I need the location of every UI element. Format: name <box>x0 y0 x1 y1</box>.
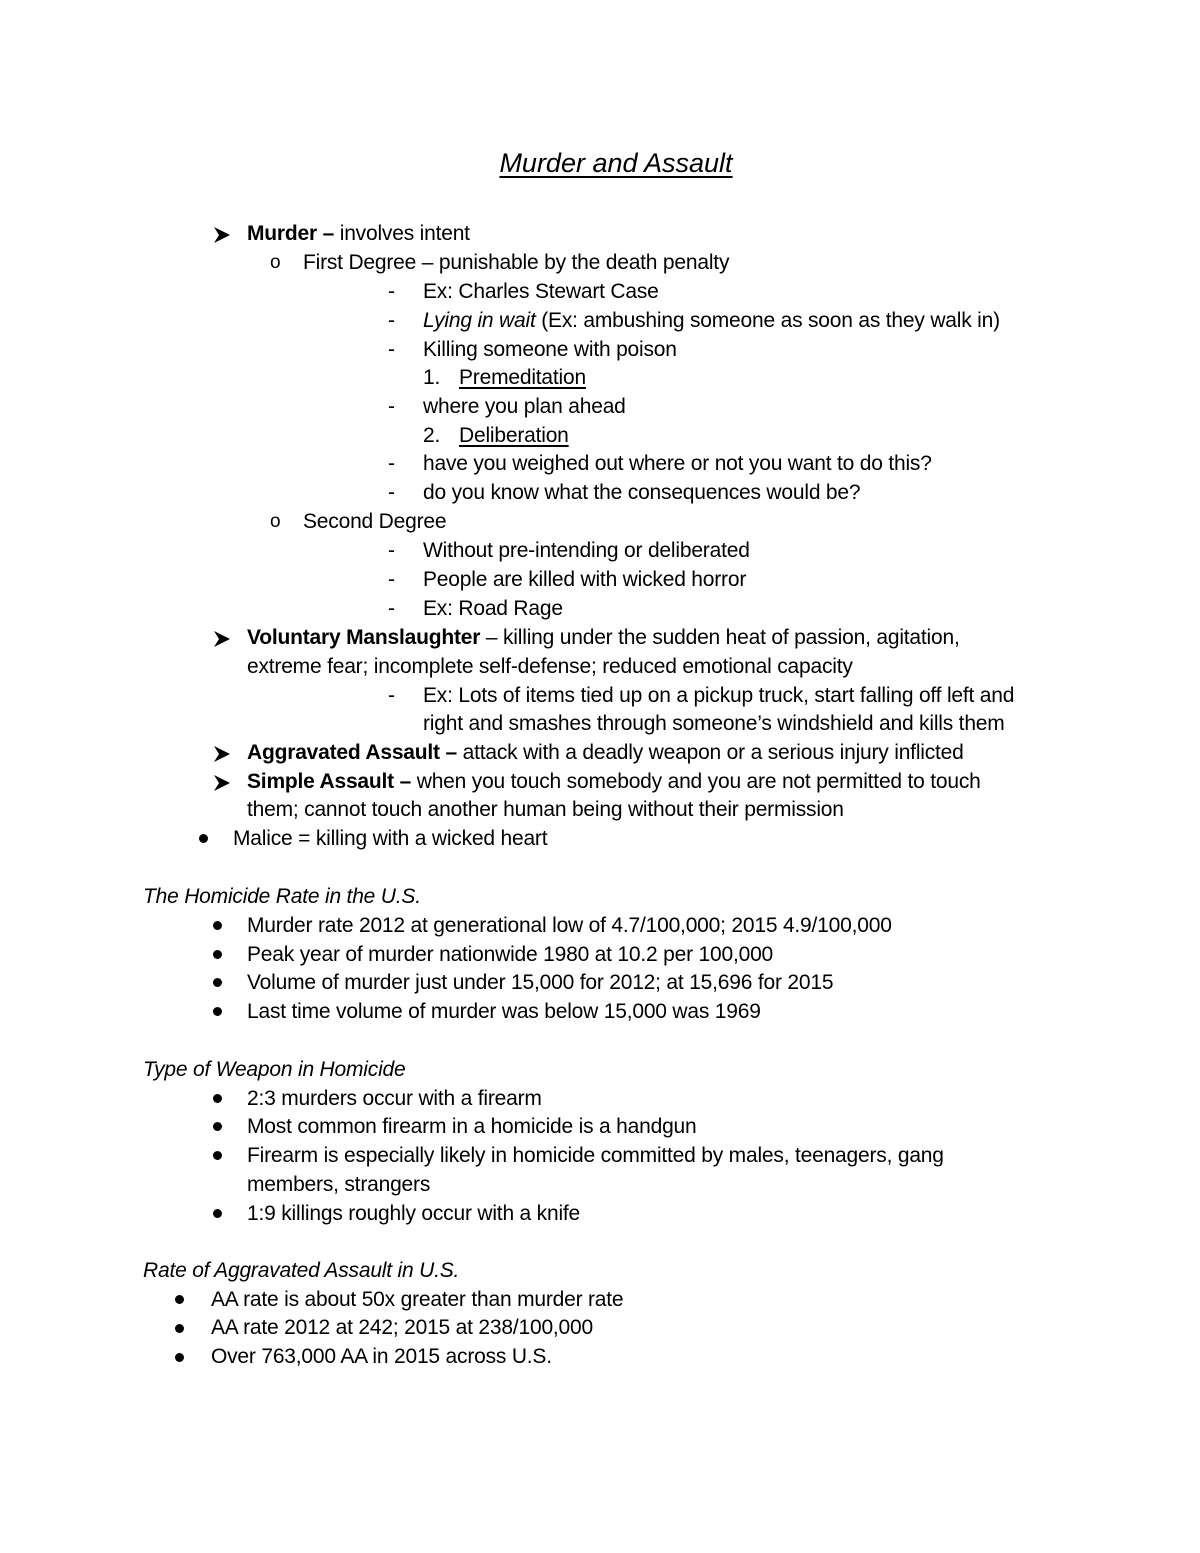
dot-bullet-icon <box>213 921 222 930</box>
weapon-type-heading: Type of Weapon in Homicide <box>143 1058 406 1081</box>
dash-bullet-icon: - <box>388 395 395 418</box>
homicide-rate-heading: The Homicide Rate in the U.S. <box>143 885 421 908</box>
dot-bullet-icon <box>213 1007 222 1016</box>
weapon-type-item-continued: members, strangers <box>247 1173 431 1196</box>
aggravated-rate-item: AA rate is about 50x greater than murder rate <box>211 1288 624 1311</box>
homicide-rate-item: Volume of murder just under 15,000 for 2012; at 15,696 for 2015 <box>247 971 834 994</box>
weapon-type-item: Most common firearm in a homicide is a handgun <box>247 1115 697 1138</box>
voluntary-example: Ex: Lots of items tied up on a pickup truck, start falling off left and <box>423 684 1015 707</box>
dot-bullet-icon <box>175 1353 184 1362</box>
aggravated-rate-heading: Rate of Aggravated Assault in U.S. <box>143 1259 460 1282</box>
dot-bullet-icon <box>175 1324 184 1333</box>
simple-term: Simple Assault – <box>247 770 412 793</box>
voluntary-example-continued: right and smashes through someone’s windshield and kills them <box>423 712 1005 735</box>
dash-bullet-icon: - <box>388 684 395 707</box>
dash-bullet-icon: - <box>388 280 395 303</box>
dot-bullet-icon <box>213 1151 222 1160</box>
voluntary-manslaughter-item <box>247 625 960 651</box>
simple-assault-item <box>247 769 981 795</box>
first-degree-item: First Degree – punishable by the death penalty <box>303 251 730 274</box>
weapon-type-item: 1:9 killings roughly occur with a knife <box>247 1202 581 1225</box>
circle-bullet-icon: o <box>270 511 281 532</box>
arrow-bullet-icon <box>212 630 232 648</box>
dash-bullet-icon: - <box>388 568 395 591</box>
homicide-rate-item: Last time volume of murder was below 15,000 was 1969 <box>247 1000 761 1023</box>
sd-item: Without pre-intending or deliberated <box>423 539 750 562</box>
dash-bullet-icon: - <box>388 597 395 620</box>
arrow-bullet-icon <box>212 774 232 792</box>
arrow-bullet-icon <box>212 745 232 763</box>
lying-in-wait-term: Lying in wait <box>423 309 536 332</box>
dot-bullet-icon <box>213 1094 222 1103</box>
simple-desc-continued: them; cannot touch another human being without their permission <box>247 798 844 821</box>
aggravated-rate-item: AA rate 2012 at 242; 2015 at 238/100,000 <box>211 1316 593 1339</box>
dot-bullet-icon <box>199 834 208 843</box>
arrow-bullet-icon <box>212 226 232 244</box>
aggravated-assault-item <box>247 740 964 766</box>
premeditation-label: Premeditation <box>459 366 586 389</box>
fd-example: Ex: Charles Stewart Case <box>423 280 659 303</box>
fd-lying-in-wait <box>423 308 1000 334</box>
weapon-type-item: 2:3 murders occur with a firearm <box>247 1087 542 1110</box>
document-title: Murder and Assault <box>499 148 733 178</box>
dot-bullet-icon <box>213 978 222 987</box>
deliberation-num: 2. <box>423 424 441 447</box>
deliberation-item: have you weighed out where or not you want to do this? <box>423 452 932 475</box>
deliberation-label: Deliberation <box>459 424 569 447</box>
homicide-rate-item: Peak year of murder nationwide 1980 at 10.2 per 100,000 <box>247 943 774 966</box>
simple-desc: when you touch somebody and you are not permitted to touch <box>411 770 981 793</box>
second-degree-item: Second Degree <box>303 510 447 533</box>
voluntary-desc-continued: extreme fear; incomplete self-defense; reduced emotional capacity <box>247 655 853 678</box>
dash-bullet-icon: - <box>388 338 395 361</box>
aggravated-rate-item: Over 763,000 AA in 2015 across U.S. <box>211 1345 552 1368</box>
premeditation-num: 1. <box>423 366 441 389</box>
sd-item: People are killed with wicked horror <box>423 568 747 591</box>
dash-bullet-icon: - <box>388 539 395 562</box>
dot-bullet-icon <box>213 1122 222 1131</box>
murder-desc: involves intent <box>334 222 470 245</box>
weapon-type-item: Firearm is especially likely in homicide committed by males, teenagers, gang <box>247 1144 944 1167</box>
dot-bullet-icon <box>175 1295 184 1304</box>
lying-in-wait-desc: (Ex: ambushing someone as soon as they walk in) <box>535 309 1000 332</box>
voluntary-desc: – killing under the sudden heat of passion, agitation, <box>480 626 960 649</box>
dash-bullet-icon: - <box>388 309 395 332</box>
dot-bullet-icon <box>213 950 222 959</box>
aggravated-term: Aggravated Assault – <box>247 741 457 764</box>
aggravated-desc: attack with a deadly weapon or a serious injury inflicted <box>456 741 964 764</box>
murder-item <box>247 221 470 247</box>
fd-poison: Killing someone with poison <box>423 338 677 361</box>
premeditation-item: where you plan ahead <box>423 395 626 418</box>
murder-term: Murder – <box>247 222 335 245</box>
dash-bullet-icon: - <box>388 452 395 475</box>
deliberation-item: do you know what the consequences would be? <box>423 481 861 504</box>
voluntary-term: Voluntary Manslaughter <box>247 626 481 649</box>
dot-bullet-icon <box>213 1209 222 1218</box>
sd-item: Ex: Road Rage <box>423 597 563 620</box>
dash-bullet-icon: - <box>388 481 395 504</box>
homicide-rate-item: Murder rate 2012 at generational low of 4.7/100,000; 2015 4.9/100,000 <box>247 914 892 937</box>
circle-bullet-icon: o <box>270 252 281 273</box>
malice-item: Malice = killing with a wicked heart <box>233 827 548 850</box>
